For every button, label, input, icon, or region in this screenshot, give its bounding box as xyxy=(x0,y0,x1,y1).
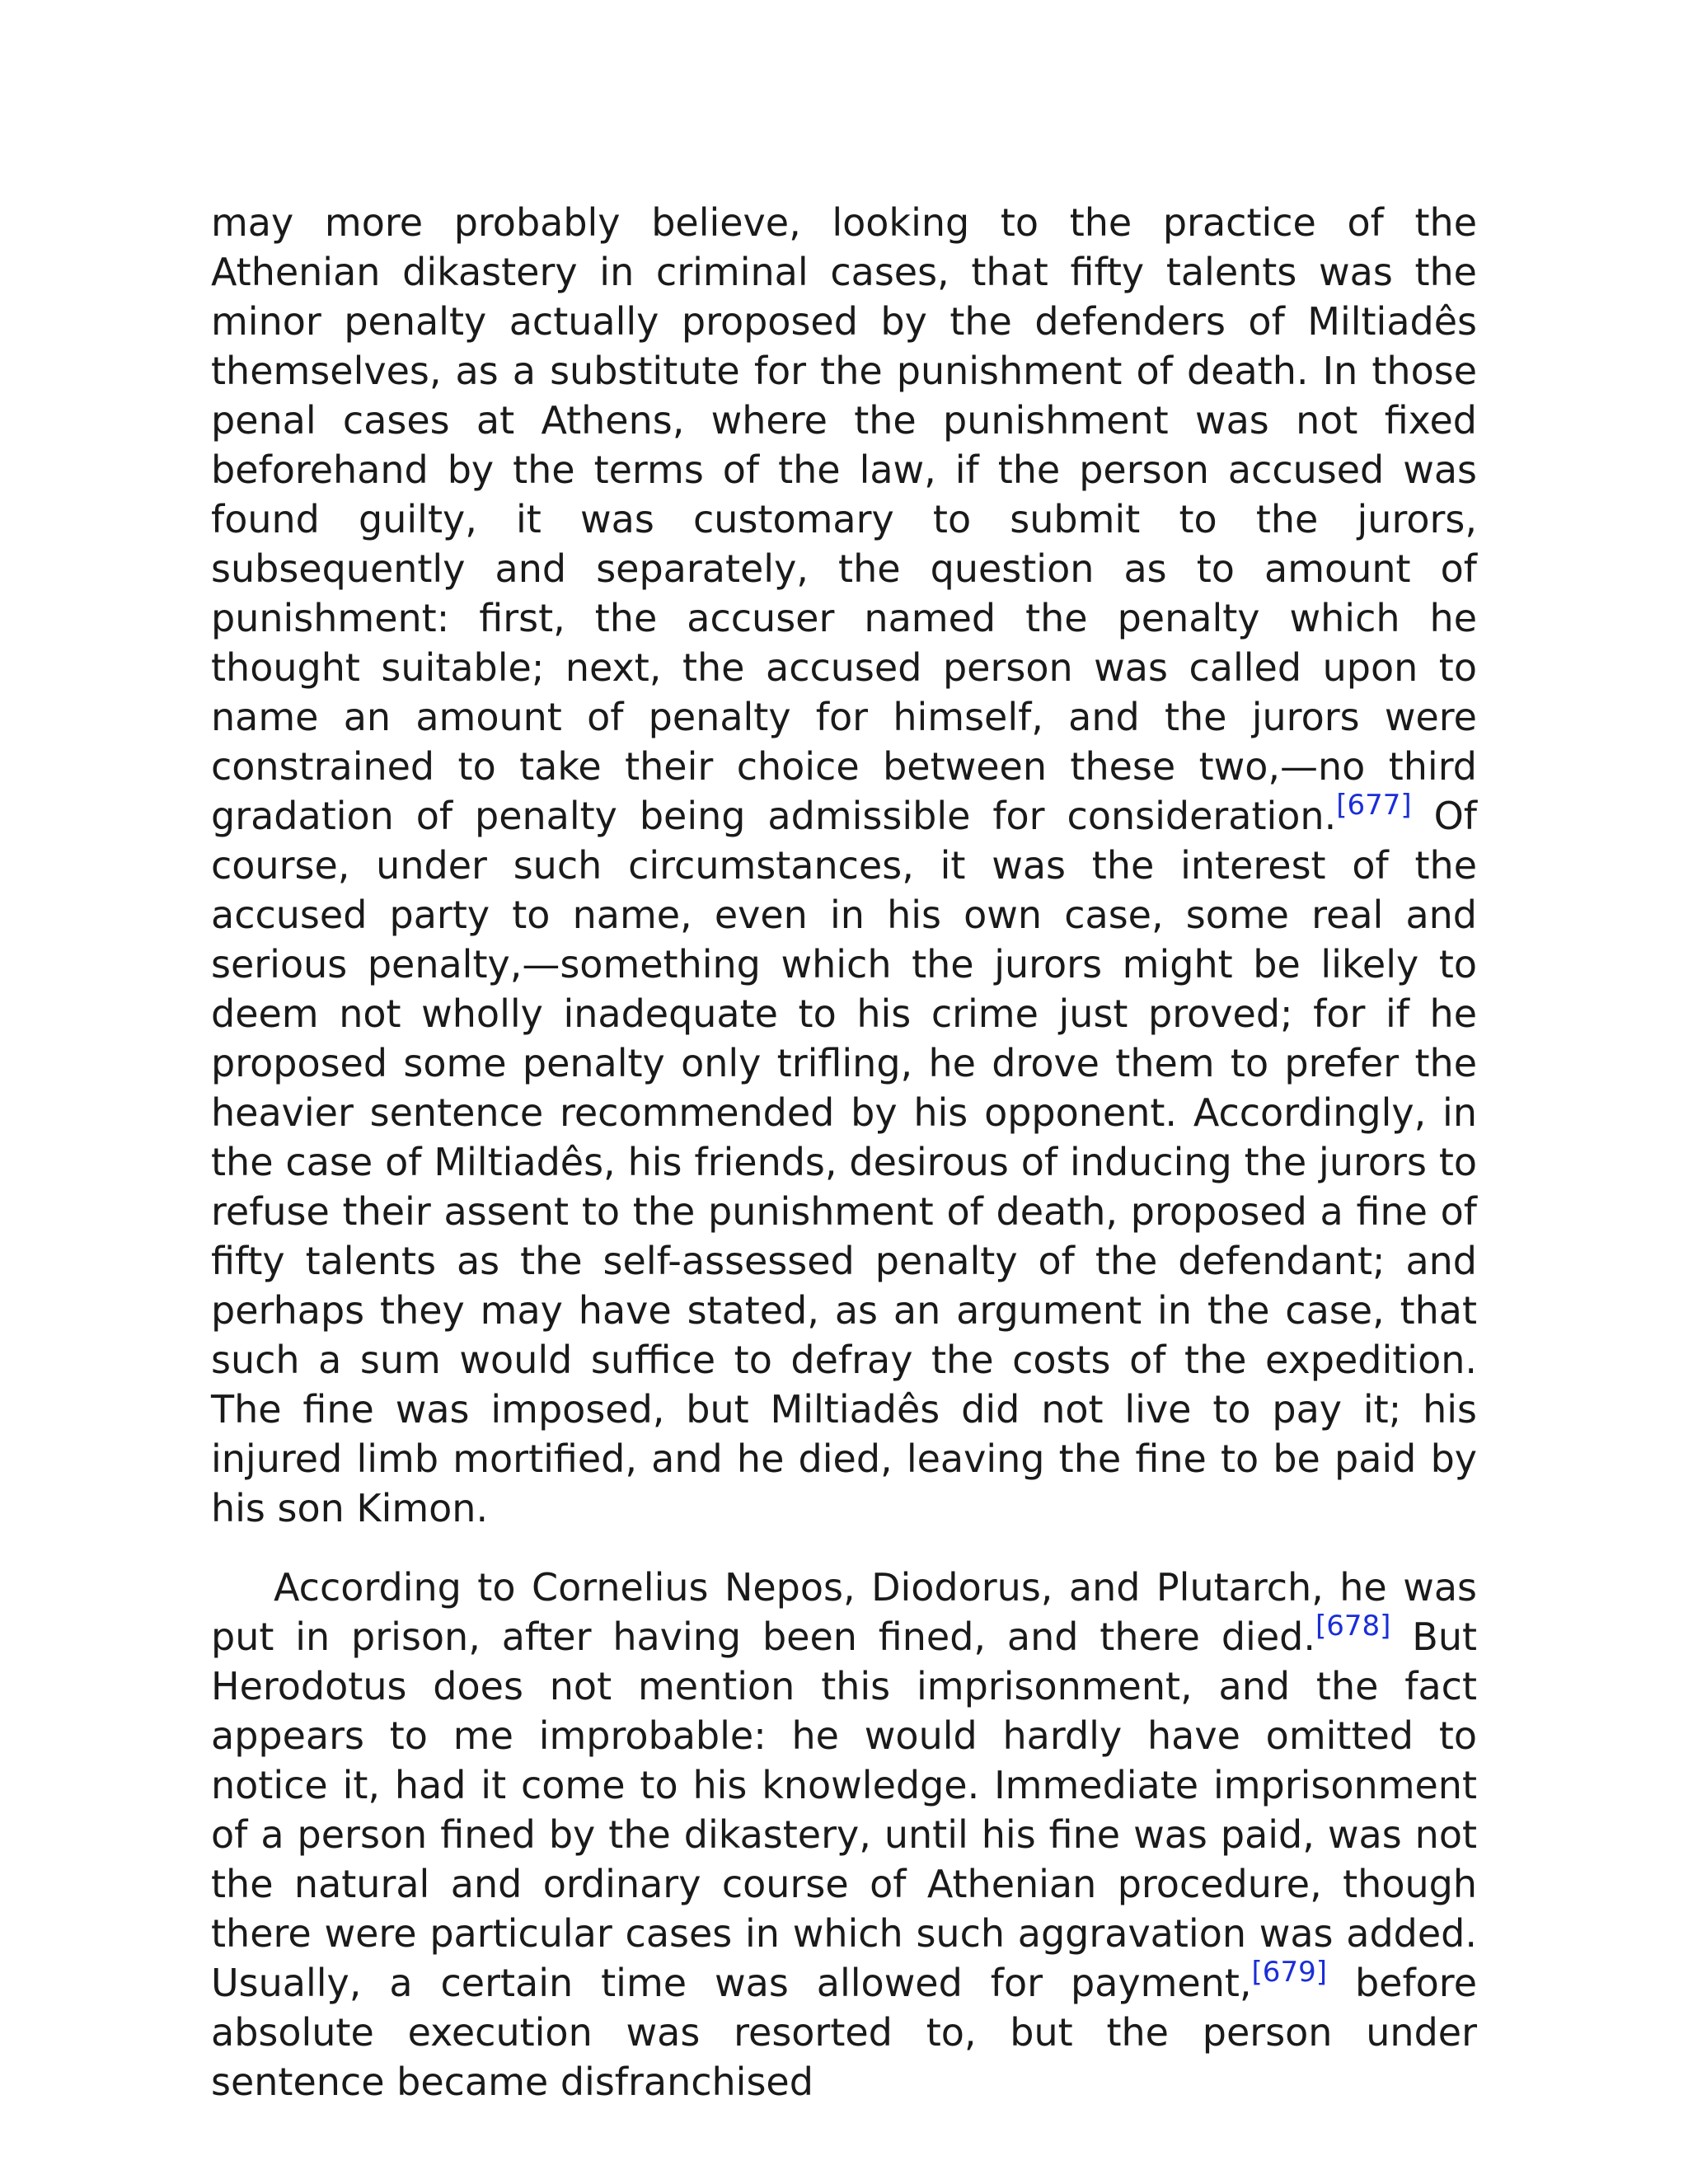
paragraph-1-text-2: Of course, under such circumstances, it was the interest of the accused party to name, even in his own case, some real and serious penalty,—something which the jurors might be likely to deem not wholly inadequate to his crime just proved; for if he proposed some penalty only trifling, he drove them to prefer the heavier sentence recommended by his opponent. Accordingly, in the case of Miltiadês, his friends, desirous of inducing the jurors to refuse their assent to the punishment of death, proposed a fine of fifty talents as the self-assessed penalty of the defendant; and perhaps they may have stated, as an argument in the case, that such a sum would suffice to defray the costs of the expedition. The fine was imposed, but Miltiadês did not live to pay it; his injured limb mortified, and he died, leaving the fine to be paid by his son Kimon. xyxy=(211,794,1478,1530)
paragraph-2-text-2: But Herodotus does not mention this imprisonment, and the fact appears to me improbable: he would hardly have omitted to notice it, had it come to his knowledge. Immediate imprisonment of a person fined by the dikastery, until his fine was paid, was not the natural and ordinary course of Athenian procedure, though there were particular cases in which such aggravation was added. Usually, a certain time was allowed for payment, xyxy=(211,1615,1478,2005)
page-body xyxy=(211,198,1477,2107)
paragraph-2-text-3: before absolute execution was resorted to, but the person under sentence became disfranchised xyxy=(211,1961,1477,2104)
paragraph-1-text-1: may more probably believe, looking to the practice of the Athenian dikastery in criminal cases, that fifty talents was the minor penalty actually proposed by the defenders of Miltiadês themselves, as a substitute for the punishment of death. In those penal cases at Athens, where the punishment was not fixed beforehand by the terms of the law, if the person accused was found guilty, it was customary to submit to the jurors, subsequently and separately, the question as to amount of punishment: first, the accuser named the penalty which he thought suitable; next, the accused person was called upon to name an amount of penalty for himself, and the jurors were constrained to take their choice between these two,—no third gradation of penalty being admissible for consideration. xyxy=(211,200,1477,838)
footnote-link-677[interactable]: [677] xyxy=(1336,789,1412,822)
footnote-link-679[interactable]: [679] xyxy=(1251,1956,1327,1989)
paragraph-2 xyxy=(211,1563,1477,2107)
paragraph-2-text-1: According to Cornelius Nepos, Diodorus, and Plutarch, he was put in prison, after having been fined, and there died. xyxy=(211,1565,1477,1659)
footnote-link-678[interactable]: [678] xyxy=(1315,1610,1391,1643)
paragraph-1 xyxy=(211,198,1477,1533)
